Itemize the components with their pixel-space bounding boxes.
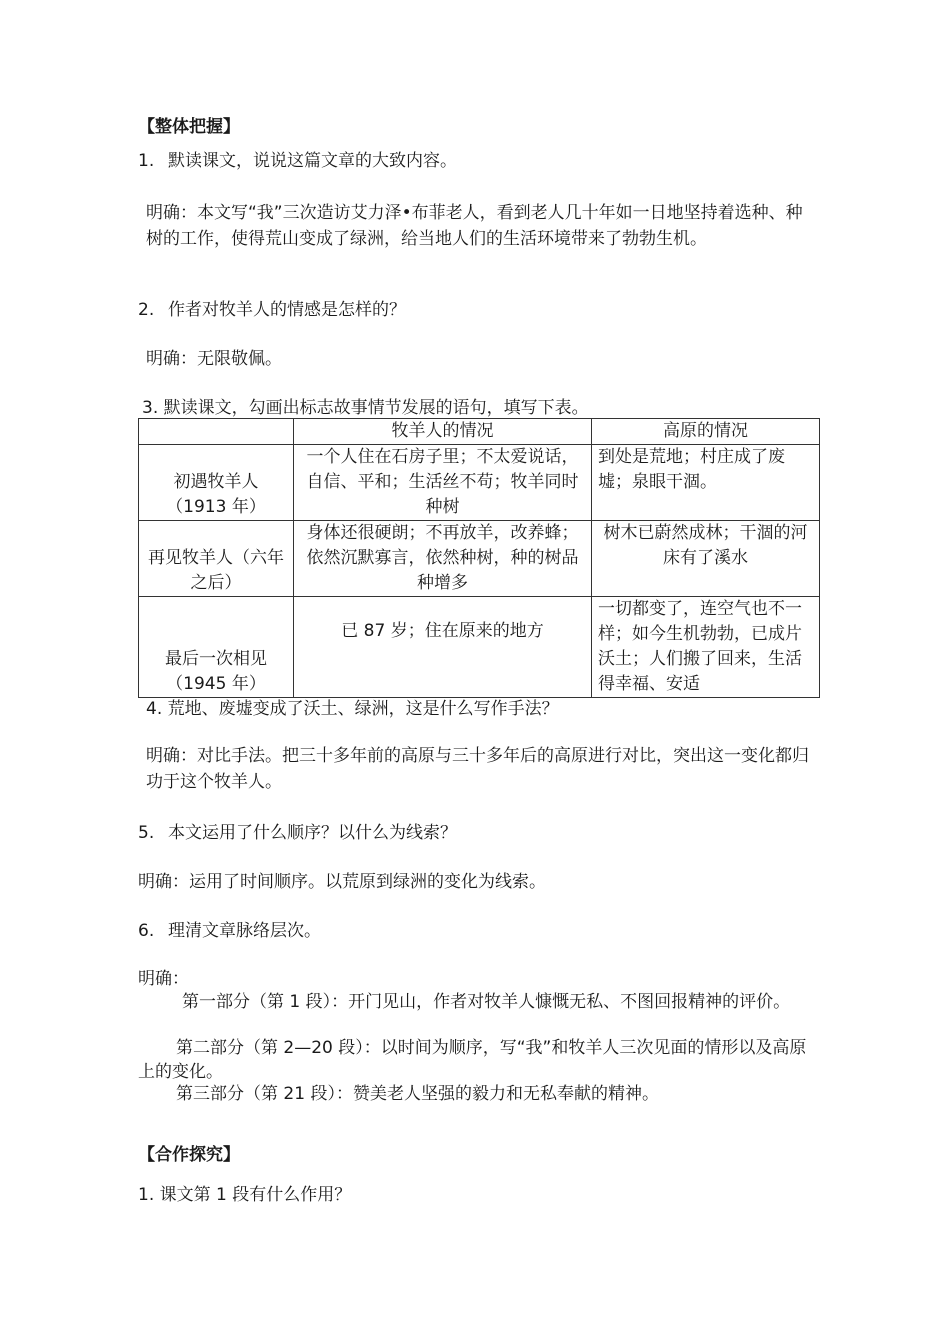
- table-header-cell: [139, 419, 294, 445]
- table-row: [139, 597, 820, 698]
- table-cell-stage: 最后一次相见（1945 年）: [139, 597, 294, 698]
- table-header-cell: 牧羊人的情况: [294, 419, 592, 445]
- answer-1: 明确：本文写“我”三次造访艾力泽•布菲老人，看到老人几十年如一日地坚持着选种、种树的工作，使得荒山变成了绿洲，给当地人们的生活环境带来了勃勃生机。: [146, 203, 803, 249]
- question-2: [138, 297, 818, 323]
- section-heading-overview: 【整体把握】: [138, 117, 240, 137]
- section-heading-cooperation: 【合作探究】: [138, 1145, 240, 1165]
- table-cell-shepherd: 身体还很硬朗；不再放羊，改养蜂；依然沉默寡言，依然种树，种的树品种增多: [294, 521, 592, 597]
- table-cell-stage: 初遇牧羊人（1913 年）: [139, 445, 294, 521]
- answer-5: 明确：运用了时间顺序。以荒原到绿洲的变化为线索。: [138, 872, 546, 892]
- table-cell-plateau: 树木已蔚然成林；干涸的河床有了溪水: [592, 521, 820, 597]
- plot-table: [138, 418, 820, 698]
- table-cell-plateau: 到处是荒地；村庄成了废墟；泉眼干涸。: [592, 445, 820, 521]
- question-1: [138, 148, 818, 174]
- answer-2: 明确：无限敬佩。: [146, 349, 282, 369]
- question-5-text: 本文运用了什么顺序？以什么为线索？: [168, 823, 457, 843]
- question-3: 3. 默读课文，勾画出标志故事情节发展的语句，填写下表。: [142, 398, 589, 418]
- question-6-text: 理清文章脉络层次。: [168, 921, 321, 941]
- question-6: [138, 918, 818, 944]
- question-4: 4. 荒地、废墟变成了沃土、绿洲，这是什么写作手法？: [146, 699, 559, 719]
- question-2-number: 2.: [138, 300, 155, 320]
- question-5-number: 5.: [138, 823, 155, 843]
- table-cell-shepherd: 一个人住在石房子里；不太爱说话，自信、平和；生活丝不苟；牧羊同时种树: [294, 445, 592, 521]
- question-2-text: 作者对牧羊人的情感是怎样的？: [168, 300, 406, 320]
- table-row: [139, 445, 820, 521]
- question-5: [138, 820, 818, 846]
- answer-6-label: 明确：: [138, 969, 189, 989]
- table-cell-plateau: 一切都变了，连空气也不一样；如今生机勃勃，已成片沃土；人们搬了回来，生活得幸福、安适: [592, 597, 820, 698]
- answer-6-part-1: 第一部分（第 1 段）：开门见山，作者对牧羊人慷慨无私、不图回报精神的评价。: [182, 992, 791, 1012]
- question-1-text: 默读课文，说说这篇文章的大致内容。: [168, 151, 457, 171]
- question-1-number: 1.: [138, 151, 155, 171]
- question-7: 1. 课文第 1 段有什么作用？: [138, 1185, 352, 1205]
- table-cell-stage: 再见牧羊人（六年之后）: [139, 521, 294, 597]
- answer-6-part-2: 第二部分（第 2—20 段）：以时间为顺序，写“我”和牧羊人三次见面的情形以及高原上的变化。: [138, 1038, 807, 1082]
- answer-6-part-3: 第三部分（第 21 段）：赞美老人坚强的毅力和无私奉献的精神。: [176, 1084, 659, 1104]
- question-6-number: 6.: [138, 921, 155, 941]
- answer-4: 明确：对比手法。把三十多年前的高原与三十多年后的高原进行对比，突出这一变化都归功于这个牧羊人。: [146, 746, 809, 792]
- table-header-cell: 高原的情况: [592, 419, 820, 445]
- table-row: [139, 521, 820, 597]
- table-cell-shepherd: 已 87 岁；住在原来的地方: [294, 597, 592, 698]
- table-header-row: [139, 419, 820, 445]
